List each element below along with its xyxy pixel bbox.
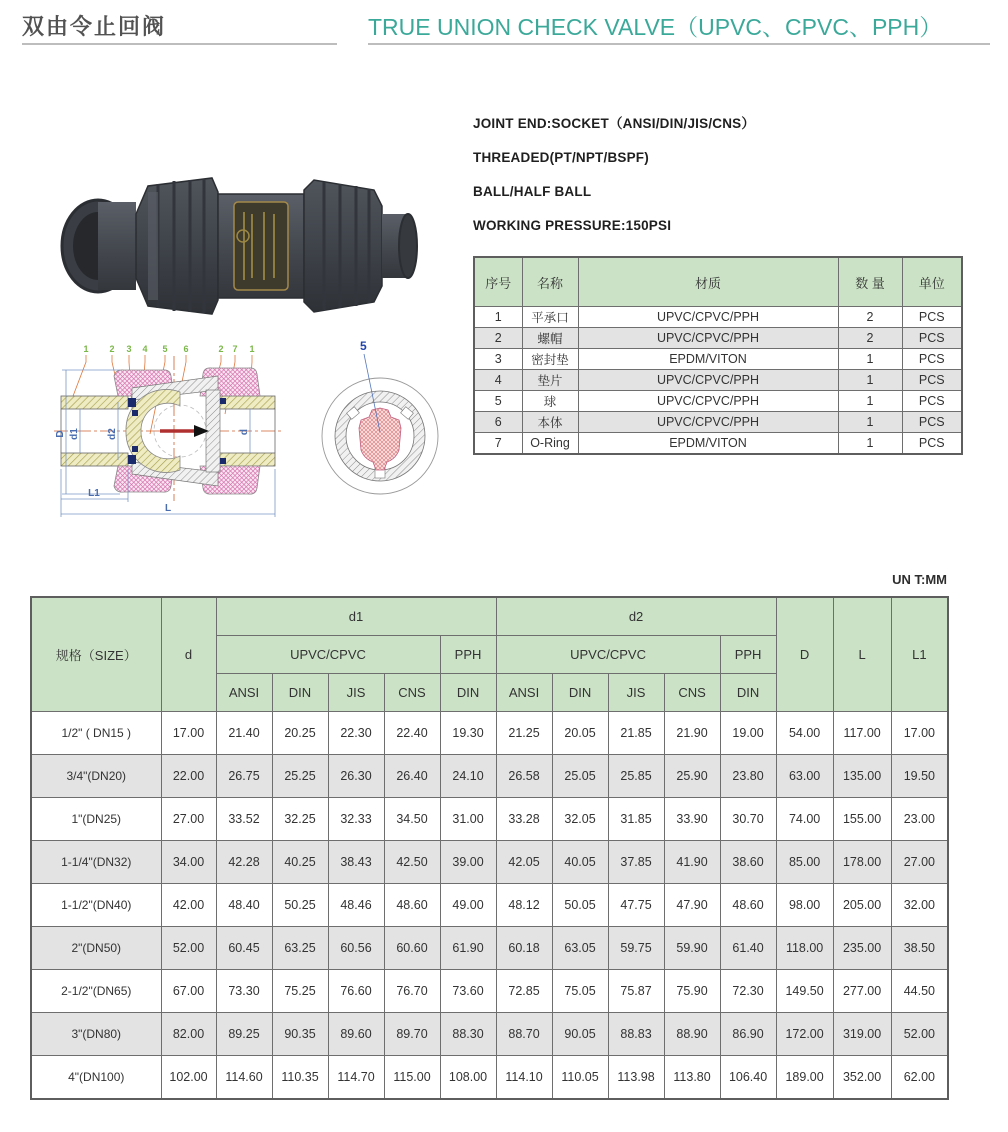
callout-7: 2 — [218, 344, 224, 354]
dim-value-cell: 26.30 — [328, 754, 384, 797]
parts-cell: UPVC/CPVC/PPH — [578, 391, 838, 412]
parts-header-cell: 数 量 — [838, 257, 902, 307]
callout-2: 2 — [109, 344, 115, 354]
dim-header-d2-jis: JIS — [608, 673, 664, 711]
dim-row — [31, 1055, 948, 1099]
dim-header-L: L — [833, 597, 891, 711]
dim-header-d1-pph: PPH — [440, 635, 496, 673]
dim-value-cell: 62.00 — [891, 1055, 948, 1099]
parts-cell: 1 — [474, 307, 522, 328]
dim-value-cell: 73.30 — [216, 969, 272, 1012]
dim-value-cell: 189.00 — [776, 1055, 833, 1099]
parts-cell: 2 — [838, 307, 902, 328]
dim-value-cell: 277.00 — [833, 969, 891, 1012]
parts-cell: 6 — [474, 412, 522, 433]
dim-header-d2-ansi: ANSI — [496, 673, 552, 711]
dim-value-cell: 42.05 — [496, 840, 552, 883]
parts-cell: 垫片 — [522, 370, 578, 391]
dim-value-cell: 76.60 — [328, 969, 384, 1012]
dim-value-cell: 114.60 — [216, 1055, 272, 1099]
parts-header-row — [474, 257, 962, 307]
dim-value-cell: 63.05 — [552, 926, 608, 969]
dim-header-d1-pph-din: DIN — [440, 673, 496, 711]
parts-header-cell: 材质 — [578, 257, 838, 307]
parts-header-cell: 名称 — [522, 257, 578, 307]
dim-value-cell: 20.25 — [272, 711, 328, 754]
parts-cell: 本体 — [522, 412, 578, 433]
dim-value-cell: 32.33 — [328, 797, 384, 840]
dim-value-cell: 115.00 — [384, 1055, 440, 1099]
dim-value-cell: 41.90 — [664, 840, 720, 883]
parts-cell: 5 — [474, 391, 522, 412]
dim-size-cell: 4"(DN100) — [31, 1055, 161, 1099]
dim-value-cell: 106.40 — [720, 1055, 776, 1099]
end-view-callout: 5 — [360, 339, 367, 353]
dim-value-cell: 26.58 — [496, 754, 552, 797]
dim-value-cell: 33.28 — [496, 797, 552, 840]
dim-value-cell: 63.25 — [272, 926, 328, 969]
parts-table — [473, 256, 963, 455]
dim-value-cell: 32.05 — [552, 797, 608, 840]
parts-row — [474, 349, 962, 370]
dim-value-cell: 40.05 — [552, 840, 608, 883]
dim-value-cell: 72.30 — [720, 969, 776, 1012]
dim-value-cell: 82.00 — [161, 1012, 216, 1055]
dim-header-d1-jis: JIS — [328, 673, 384, 711]
dim-value-cell: 85.00 — [776, 840, 833, 883]
dim-value-cell: 352.00 — [833, 1055, 891, 1099]
dim-value-cell: 74.00 — [776, 797, 833, 840]
dim-value-cell: 135.00 — [833, 754, 891, 797]
dim-value-cell: 59.75 — [608, 926, 664, 969]
dim-value-cell: 88.90 — [664, 1012, 720, 1055]
parts-cell: PCS — [902, 328, 962, 349]
parts-row — [474, 412, 962, 433]
callout-5: 5 — [162, 344, 168, 354]
parts-cell: PCS — [902, 433, 962, 455]
dim-header-D: D — [776, 597, 833, 711]
dim-value-cell: 60.60 — [384, 926, 440, 969]
dim-table-body — [31, 711, 948, 1099]
dim-value-cell: 86.90 — [720, 1012, 776, 1055]
dim-value-cell: 102.00 — [161, 1055, 216, 1099]
dim-header-d2: d2 — [496, 597, 776, 635]
dim-header-d2-upvc: UPVC/CPVC — [496, 635, 720, 673]
dim-label-d2: d2 — [107, 428, 118, 440]
parts-cell: 平承口 — [522, 307, 578, 328]
parts-cell: 螺帽 — [522, 328, 578, 349]
dim-value-cell: 27.00 — [891, 840, 948, 883]
dim-value-cell: 37.85 — [608, 840, 664, 883]
dim-value-cell: 50.05 — [552, 883, 608, 926]
dim-header-d1-cns: CNS — [384, 673, 440, 711]
dim-label-d: d — [239, 428, 250, 436]
dim-value-cell: 25.90 — [664, 754, 720, 797]
parts-cell: UPVC/CPVC/PPH — [578, 328, 838, 349]
dim-value-cell: 75.25 — [272, 969, 328, 1012]
dim-row — [31, 711, 948, 754]
dim-value-cell: 30.70 — [720, 797, 776, 840]
dim-value-cell: 48.60 — [384, 883, 440, 926]
dim-value-cell: 149.50 — [776, 969, 833, 1012]
dim-value-cell: 47.90 — [664, 883, 720, 926]
dim-value-cell: 75.90 — [664, 969, 720, 1012]
parts-cell: O-Ring — [522, 433, 578, 455]
parts-cell: 4 — [474, 370, 522, 391]
dim-value-cell: 21.25 — [496, 711, 552, 754]
dim-header-d2-pph-din: DIN — [720, 673, 776, 711]
dim-value-cell: 90.35 — [272, 1012, 328, 1055]
parts-cell: UPVC/CPVC/PPH — [578, 307, 838, 328]
valve-left-socket — [98, 202, 136, 290]
dim-value-cell: 33.52 — [216, 797, 272, 840]
dim-header-d1: d1 — [216, 597, 496, 635]
dim-size-cell: 2"(DN50) — [31, 926, 161, 969]
dim-value-cell: 63.00 — [776, 754, 833, 797]
dim-value-cell: 72.85 — [496, 969, 552, 1012]
dim-value-cell: 50.25 — [272, 883, 328, 926]
valve-left-nut-highlight — [148, 192, 158, 300]
dim-value-cell: 89.70 — [384, 1012, 440, 1055]
dim-value-cell: 48.12 — [496, 883, 552, 926]
parts-row — [474, 328, 962, 349]
parts-table-body — [474, 307, 962, 455]
dim-value-cell: 52.00 — [161, 926, 216, 969]
dim-value-cell: 22.30 — [328, 711, 384, 754]
dim-value-cell: 20.05 — [552, 711, 608, 754]
dim-value-cell: 31.00 — [440, 797, 496, 840]
dim-value-cell: 61.90 — [440, 926, 496, 969]
spec-line: JOINT END:SOCKET（ANSI/DIN/JIS/CNS） — [473, 116, 756, 131]
dim-header-size: 规格（SIZE） — [31, 597, 161, 711]
parts-row — [474, 307, 962, 328]
dim-value-cell: 40.25 — [272, 840, 328, 883]
dim-label-L: L — [164, 503, 172, 514]
dim-value-cell: 38.50 — [891, 926, 948, 969]
dim-label-D: D — [55, 430, 66, 438]
callout-3: 3 — [126, 344, 132, 354]
dim-value-cell: 34.50 — [384, 797, 440, 840]
parts-header-cell: 单位 — [902, 257, 962, 307]
callout-6: 6 — [183, 344, 189, 354]
dim-header-row-1 — [31, 597, 948, 635]
parts-cell: 1 — [838, 349, 902, 370]
dim-row — [31, 883, 948, 926]
dimension-table — [30, 596, 949, 1100]
dim-value-cell: 17.00 — [161, 711, 216, 754]
dim-value-cell: 89.25 — [216, 1012, 272, 1055]
dim-size-cell: 1/2" ( DN15 ) — [31, 711, 161, 754]
valve-right-socket-face — [399, 214, 417, 278]
product-photo — [52, 140, 422, 352]
parts-header-cell: 序号 — [474, 257, 522, 307]
dim-value-cell: 60.18 — [496, 926, 552, 969]
unit-note: UN T:MM — [892, 572, 947, 587]
parts-cell: 2 — [474, 328, 522, 349]
page-title-chinese: 双由令止回阀 — [22, 14, 167, 39]
dim-value-cell: 205.00 — [833, 883, 891, 926]
dim-value-cell: 59.90 — [664, 926, 720, 969]
dim-value-cell: 117.00 — [833, 711, 891, 754]
dim-value-cell: 48.40 — [216, 883, 272, 926]
specs-list — [473, 114, 755, 250]
dim-value-cell: 21.85 — [608, 711, 664, 754]
dim-value-cell: 21.90 — [664, 711, 720, 754]
dim-value-cell: 52.00 — [891, 1012, 948, 1055]
dim-value-cell: 44.50 — [891, 969, 948, 1012]
dim-value-cell: 48.46 — [328, 883, 384, 926]
dim-value-cell: 73.60 — [440, 969, 496, 1012]
dim-value-cell: 38.43 — [328, 840, 384, 883]
dim-value-cell: 172.00 — [776, 1012, 833, 1055]
dim-value-cell: 98.00 — [776, 883, 833, 926]
dim-value-cell: 19.50 — [891, 754, 948, 797]
parts-cell: 1 — [838, 370, 902, 391]
dim-value-cell: 114.70 — [328, 1055, 384, 1099]
dim-value-cell: 90.05 — [552, 1012, 608, 1055]
dim-value-cell: 114.10 — [496, 1055, 552, 1099]
dim-value-cell: 42.28 — [216, 840, 272, 883]
parts-cell: PCS — [902, 307, 962, 328]
page-title-english: TRUE UNION CHECK VALVE（UPVC、CPVC、PPH） — [368, 14, 943, 40]
parts-cell: 球 — [522, 391, 578, 412]
dim-label-L1: L1 — [88, 488, 100, 499]
dim-value-cell: 25.25 — [272, 754, 328, 797]
dim-size-cell: 1-1/4"(DN32) — [31, 840, 161, 883]
spec-line: THREADED(PT/NPT/BSPF) — [473, 150, 649, 165]
parts-cell: 密封垫 — [522, 349, 578, 370]
dim-value-cell: 113.98 — [608, 1055, 664, 1099]
dim-value-cell: 89.60 — [328, 1012, 384, 1055]
parts-cell: EPDM/VITON — [578, 433, 838, 455]
dim-size-cell: 3/4"(DN20) — [31, 754, 161, 797]
dim-row — [31, 840, 948, 883]
dim-value-cell: 19.00 — [720, 711, 776, 754]
parts-cell: 1 — [838, 391, 902, 412]
dim-size-cell: 1"(DN25) — [31, 797, 161, 840]
dim-value-cell: 61.40 — [720, 926, 776, 969]
title-underline-left — [22, 43, 337, 45]
dim-value-cell: 17.00 — [891, 711, 948, 754]
dim-header-d1-din: DIN — [272, 673, 328, 711]
dim-size-cell: 2-1/2"(DN65) — [31, 969, 161, 1012]
dim-value-cell: 88.30 — [440, 1012, 496, 1055]
dim-header-d1-upvc: UPVC/CPVC — [216, 635, 440, 673]
dim-value-cell: 33.90 — [664, 797, 720, 840]
dim-value-cell: 110.05 — [552, 1055, 608, 1099]
dim-value-cell: 60.56 — [328, 926, 384, 969]
parts-cell: 2 — [838, 328, 902, 349]
callout-9: 1 — [249, 344, 255, 354]
dim-value-cell: 42.00 — [161, 883, 216, 926]
dim-value-cell: 118.00 — [776, 926, 833, 969]
parts-cell: PCS — [902, 412, 962, 433]
dim-label-d1: d1 — [69, 428, 80, 440]
dim-row — [31, 1012, 948, 1055]
dim-value-cell: 23.00 — [891, 797, 948, 840]
callout-8: 7 — [232, 344, 238, 354]
dim-value-cell: 27.00 — [161, 797, 216, 840]
callout-4: 4 — [142, 344, 148, 354]
dim-value-cell: 31.85 — [608, 797, 664, 840]
parts-cell: UPVC/CPVC/PPH — [578, 370, 838, 391]
dim-row — [31, 969, 948, 1012]
parts-row — [474, 391, 962, 412]
title-underline-right — [368, 43, 990, 45]
dim-header-L1: L1 — [891, 597, 948, 711]
dim-value-cell: 22.00 — [161, 754, 216, 797]
dim-value-cell: 19.30 — [440, 711, 496, 754]
dim-value-cell: 47.75 — [608, 883, 664, 926]
dim-row — [31, 926, 948, 969]
dim-row — [31, 754, 948, 797]
dim-header-d2-cns: CNS — [664, 673, 720, 711]
dim-value-cell: 75.87 — [608, 969, 664, 1012]
parts-row — [474, 370, 962, 391]
dim-row — [31, 797, 948, 840]
dim-value-cell: 32.25 — [272, 797, 328, 840]
parts-cell: PCS — [902, 349, 962, 370]
dim-value-cell: 21.40 — [216, 711, 272, 754]
spec-line: WORKING PRESSURE:150PSI — [473, 218, 672, 233]
dim-value-cell: 26.75 — [216, 754, 272, 797]
dim-value-cell: 22.40 — [384, 711, 440, 754]
parts-row — [474, 433, 962, 455]
dim-header-d: d — [161, 597, 216, 711]
dim-value-cell: 25.05 — [552, 754, 608, 797]
dim-value-cell: 26.40 — [384, 754, 440, 797]
spec-line: BALL/HALF BALL — [473, 184, 592, 199]
dim-header-d1-ansi: ANSI — [216, 673, 272, 711]
dim-value-cell: 108.00 — [440, 1055, 496, 1099]
parts-cell: UPVC/CPVC/PPH — [578, 412, 838, 433]
dim-value-cell: 88.70 — [496, 1012, 552, 1055]
drawing-part-numbers — [83, 344, 254, 354]
dim-value-cell: 42.50 — [384, 840, 440, 883]
dim-value-cell: 25.85 — [608, 754, 664, 797]
parts-cell: 1 — [838, 412, 902, 433]
parts-cell: 1 — [838, 433, 902, 455]
dim-value-cell: 113.80 — [664, 1055, 720, 1099]
dim-value-cell: 75.05 — [552, 969, 608, 1012]
dim-value-cell: 235.00 — [833, 926, 891, 969]
parts-cell: 3 — [474, 349, 522, 370]
dim-value-cell: 24.10 — [440, 754, 496, 797]
callout-1: 1 — [83, 344, 89, 354]
valve-label — [234, 202, 288, 290]
dim-header-d2-din: DIN — [552, 673, 608, 711]
dim-value-cell: 155.00 — [833, 797, 891, 840]
parts-cell: 7 — [474, 433, 522, 455]
dim-value-cell: 110.35 — [272, 1055, 328, 1099]
dim-value-cell: 38.60 — [720, 840, 776, 883]
dim-value-cell: 49.00 — [440, 883, 496, 926]
parts-cell: EPDM/VITON — [578, 349, 838, 370]
dim-value-cell: 39.00 — [440, 840, 496, 883]
dim-value-cell: 88.83 — [608, 1012, 664, 1055]
dim-value-cell: 60.45 — [216, 926, 272, 969]
dim-value-cell: 23.80 — [720, 754, 776, 797]
technical-drawing — [28, 336, 463, 528]
dim-value-cell: 32.00 — [891, 883, 948, 926]
dim-value-cell: 178.00 — [833, 840, 891, 883]
parts-cell: PCS — [902, 391, 962, 412]
parts-cell: PCS — [902, 370, 962, 391]
dim-size-cell: 3"(DN80) — [31, 1012, 161, 1055]
dim-value-cell: 54.00 — [776, 711, 833, 754]
dim-value-cell: 76.70 — [384, 969, 440, 1012]
end-view — [322, 339, 438, 494]
dim-value-cell: 319.00 — [833, 1012, 891, 1055]
dim-value-cell: 67.00 — [161, 969, 216, 1012]
dim-value-cell: 48.60 — [720, 883, 776, 926]
dim-size-cell: 1-1/2"(DN40) — [31, 883, 161, 926]
dim-value-cell: 34.00 — [161, 840, 216, 883]
dim-header-d2-pph: PPH — [720, 635, 776, 673]
